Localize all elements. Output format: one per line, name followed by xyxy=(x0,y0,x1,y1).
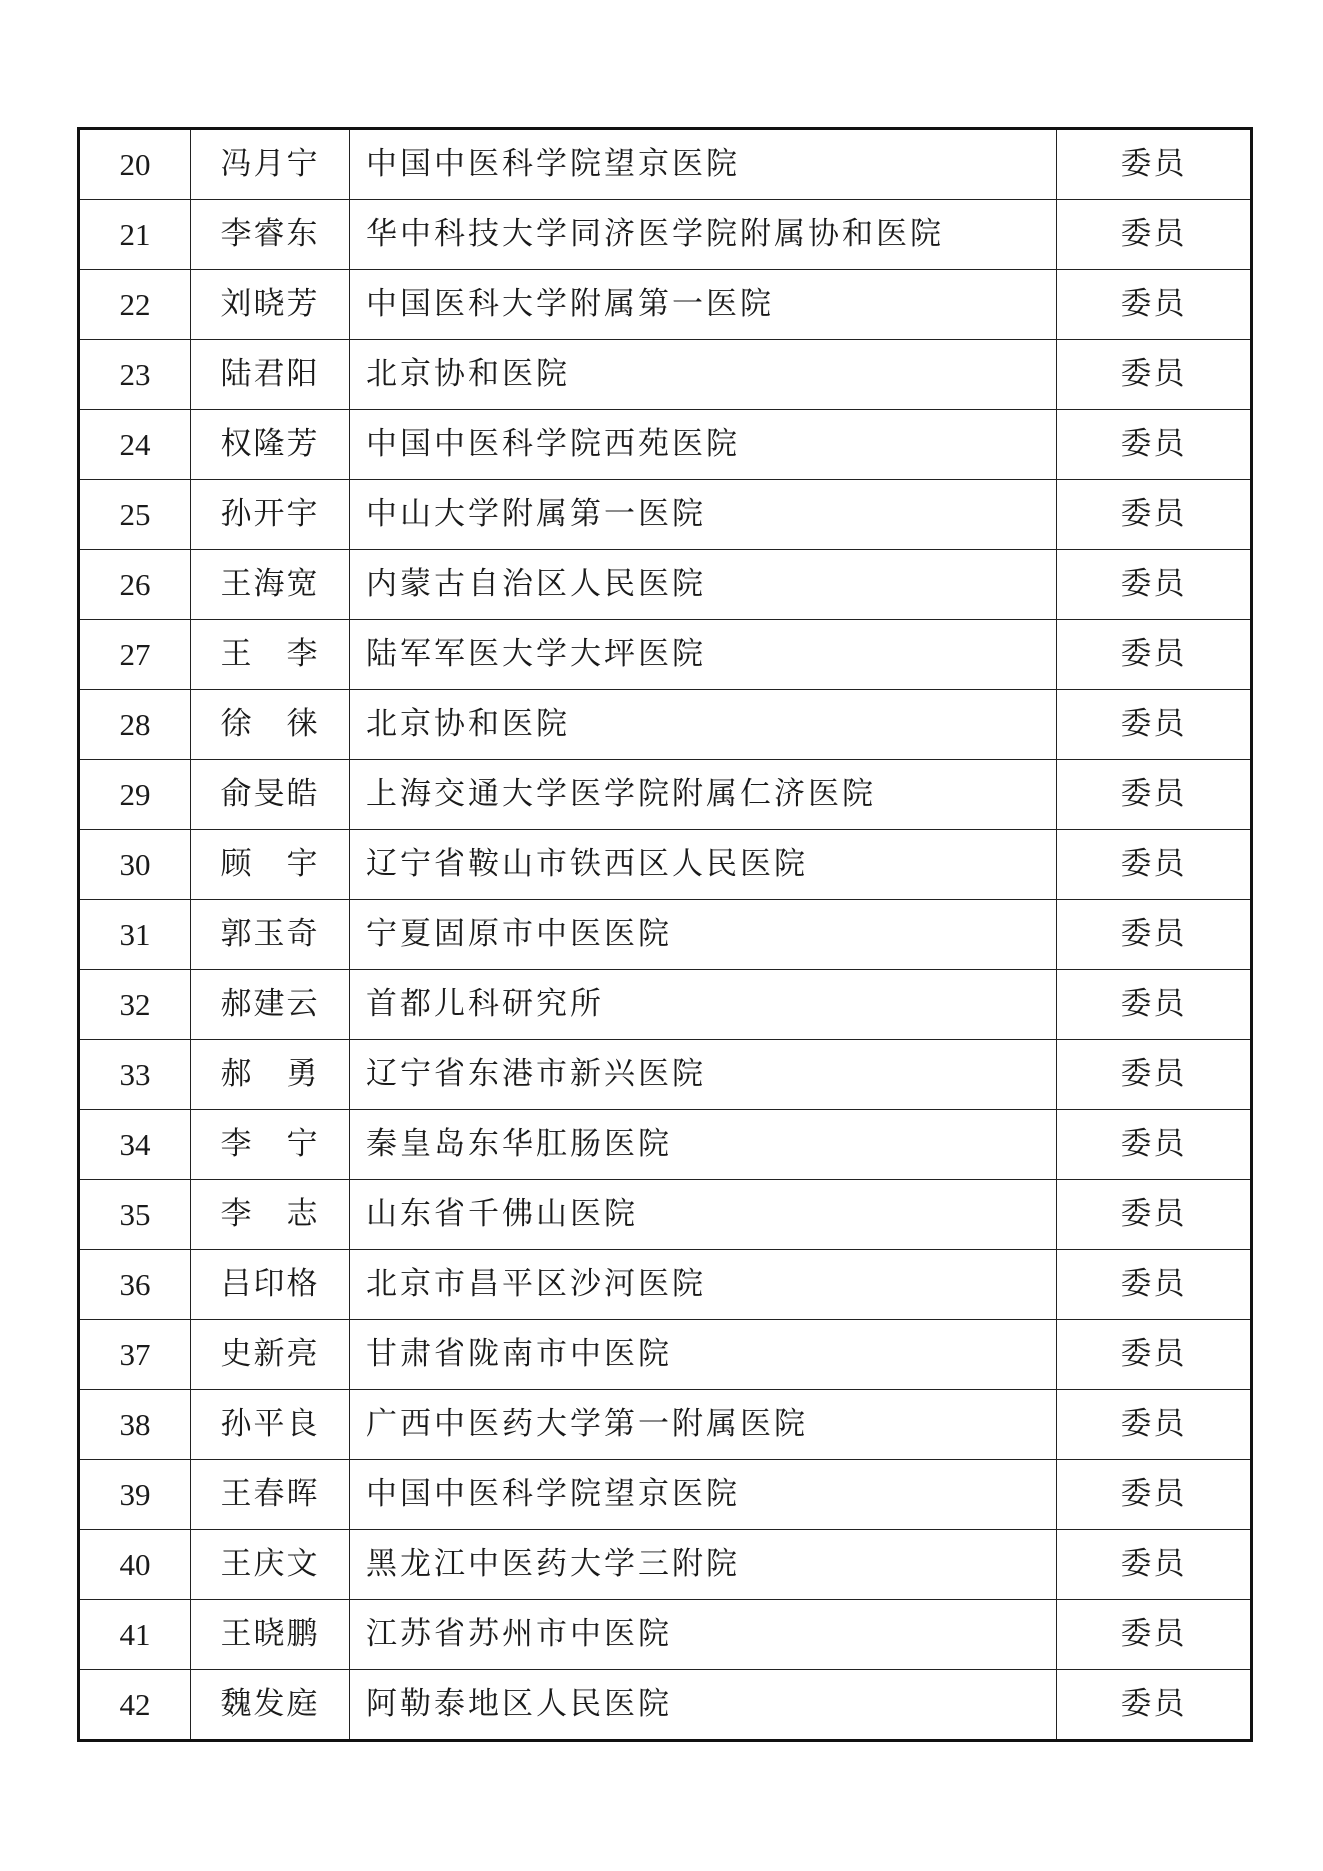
row-number-cell: 38 xyxy=(79,1390,191,1460)
table-row xyxy=(79,1040,1252,1110)
table-row xyxy=(79,270,1252,340)
role-cell: 委员 xyxy=(1057,760,1252,830)
member-name-cell: 吕印格 xyxy=(191,1250,350,1320)
role-cell: 委员 xyxy=(1057,1180,1252,1250)
member-name-cell: 郭玉奇 xyxy=(191,900,350,970)
row-number-cell: 36 xyxy=(79,1250,191,1320)
organization-cell: 中国中医科学院望京医院 xyxy=(350,1460,1057,1530)
role-cell: 委员 xyxy=(1057,270,1252,340)
role-cell: 委员 xyxy=(1057,1320,1252,1390)
role-cell: 委员 xyxy=(1057,410,1252,480)
role-cell: 委员 xyxy=(1057,1460,1252,1530)
member-name-cell: 王晓鹏 xyxy=(191,1600,350,1670)
member-name-cell: 王海宽 xyxy=(191,550,350,620)
table-row xyxy=(79,1390,1252,1460)
table-row xyxy=(79,620,1252,690)
row-number-cell: 25 xyxy=(79,480,191,550)
role-cell: 委员 xyxy=(1057,129,1252,200)
role-cell: 委员 xyxy=(1057,480,1252,550)
role-cell: 委员 xyxy=(1057,970,1252,1040)
row-number-cell: 32 xyxy=(79,970,191,1040)
row-number-cell: 34 xyxy=(79,1110,191,1180)
row-number-cell: 40 xyxy=(79,1530,191,1600)
table-row xyxy=(79,480,1252,550)
row-number-cell: 30 xyxy=(79,830,191,900)
member-name-cell: 冯月宁 xyxy=(191,129,350,200)
row-number-cell: 27 xyxy=(79,620,191,690)
organization-cell: 北京协和医院 xyxy=(350,340,1057,410)
table-row xyxy=(79,690,1252,760)
member-name-cell: 李 志 xyxy=(191,1180,350,1250)
row-number-cell: 20 xyxy=(79,129,191,200)
table-row xyxy=(79,1460,1252,1530)
role-cell: 委员 xyxy=(1057,1250,1252,1320)
row-number-cell: 28 xyxy=(79,690,191,760)
organization-cell: 辽宁省东港市新兴医院 xyxy=(350,1040,1057,1110)
member-name-cell: 郝建云 xyxy=(191,970,350,1040)
row-number-cell: 24 xyxy=(79,410,191,480)
row-number-cell: 31 xyxy=(79,900,191,970)
role-cell: 委员 xyxy=(1057,340,1252,410)
table-row xyxy=(79,970,1252,1040)
role-cell: 委员 xyxy=(1057,620,1252,690)
role-cell: 委员 xyxy=(1057,200,1252,270)
member-name-cell: 郝 勇 xyxy=(191,1040,350,1110)
organization-cell: 广西中医药大学第一附属医院 xyxy=(350,1390,1057,1460)
organization-cell: 宁夏固原市中医医院 xyxy=(350,900,1057,970)
table-row xyxy=(79,200,1252,270)
member-table-body xyxy=(79,129,1252,1741)
table-row xyxy=(79,900,1252,970)
member-name-cell: 王 李 xyxy=(191,620,350,690)
role-cell: 委员 xyxy=(1057,830,1252,900)
organization-cell: 山东省千佛山医院 xyxy=(350,1180,1057,1250)
organization-cell: 黑龙江中医药大学三附院 xyxy=(350,1530,1057,1600)
organization-cell: 阿勒泰地区人民医院 xyxy=(350,1670,1057,1741)
member-name-cell: 陆君阳 xyxy=(191,340,350,410)
row-number-cell: 29 xyxy=(79,760,191,830)
table-row xyxy=(79,1670,1252,1741)
table-row xyxy=(79,550,1252,620)
member-table xyxy=(77,127,1253,1742)
member-name-cell: 李 宁 xyxy=(191,1110,350,1180)
member-name-cell: 顾 宇 xyxy=(191,830,350,900)
organization-cell: 江苏省苏州市中医院 xyxy=(350,1600,1057,1670)
table-row xyxy=(79,830,1252,900)
member-name-cell: 刘晓芳 xyxy=(191,270,350,340)
role-cell: 委员 xyxy=(1057,1390,1252,1460)
organization-cell: 陆军军医大学大坪医院 xyxy=(350,620,1057,690)
member-name-cell: 王春晖 xyxy=(191,1460,350,1530)
role-cell: 委员 xyxy=(1057,1530,1252,1600)
member-name-cell: 权隆芳 xyxy=(191,410,350,480)
row-number-cell: 22 xyxy=(79,270,191,340)
row-number-cell: 33 xyxy=(79,1040,191,1110)
role-cell: 委员 xyxy=(1057,1670,1252,1741)
row-number-cell: 26 xyxy=(79,550,191,620)
organization-cell: 首都儿科研究所 xyxy=(350,970,1057,1040)
member-name-cell: 徐 徕 xyxy=(191,690,350,760)
row-number-cell: 21 xyxy=(79,200,191,270)
member-name-cell: 李睿东 xyxy=(191,200,350,270)
table-row xyxy=(79,1180,1252,1250)
member-name-cell: 魏发庭 xyxy=(191,1670,350,1741)
role-cell: 委员 xyxy=(1057,1110,1252,1180)
table-row xyxy=(79,1320,1252,1390)
table-row xyxy=(79,760,1252,830)
role-cell: 委员 xyxy=(1057,690,1252,760)
member-name-cell: 孙开宇 xyxy=(191,480,350,550)
organization-cell: 华中科技大学同济医学院附属协和医院 xyxy=(350,200,1057,270)
organization-cell: 甘肃省陇南市中医院 xyxy=(350,1320,1057,1390)
member-name-cell: 史新亮 xyxy=(191,1320,350,1390)
organization-cell: 秦皇岛东华肛肠医院 xyxy=(350,1110,1057,1180)
row-number-cell: 39 xyxy=(79,1460,191,1530)
table-row xyxy=(79,1530,1252,1600)
role-cell: 委员 xyxy=(1057,1040,1252,1110)
role-cell: 委员 xyxy=(1057,1600,1252,1670)
table-row xyxy=(79,1110,1252,1180)
member-name-cell: 孙平良 xyxy=(191,1390,350,1460)
row-number-cell: 42 xyxy=(79,1670,191,1741)
role-cell: 委员 xyxy=(1057,900,1252,970)
row-number-cell: 23 xyxy=(79,340,191,410)
role-cell: 委员 xyxy=(1057,550,1252,620)
organization-cell: 中山大学附属第一医院 xyxy=(350,480,1057,550)
organization-cell: 中国中医科学院望京医院 xyxy=(350,129,1057,200)
table-row xyxy=(79,340,1252,410)
organization-cell: 中国中医科学院西苑医院 xyxy=(350,410,1057,480)
organization-cell: 上海交通大学医学院附属仁济医院 xyxy=(350,760,1057,830)
organization-cell: 内蒙古自治区人民医院 xyxy=(350,550,1057,620)
organization-cell: 北京市昌平区沙河医院 xyxy=(350,1250,1057,1320)
member-name-cell: 俞旻皓 xyxy=(191,760,350,830)
table-row xyxy=(79,129,1252,200)
organization-cell: 北京协和医院 xyxy=(350,690,1057,760)
row-number-cell: 41 xyxy=(79,1600,191,1670)
organization-cell: 辽宁省鞍山市铁西区人民医院 xyxy=(350,830,1057,900)
organization-cell: 中国医科大学附属第一医院 xyxy=(350,270,1057,340)
row-number-cell: 37 xyxy=(79,1320,191,1390)
table-row xyxy=(79,1250,1252,1320)
row-number-cell: 35 xyxy=(79,1180,191,1250)
member-name-cell: 王庆文 xyxy=(191,1530,350,1600)
table-row xyxy=(79,410,1252,480)
table-row xyxy=(79,1600,1252,1670)
